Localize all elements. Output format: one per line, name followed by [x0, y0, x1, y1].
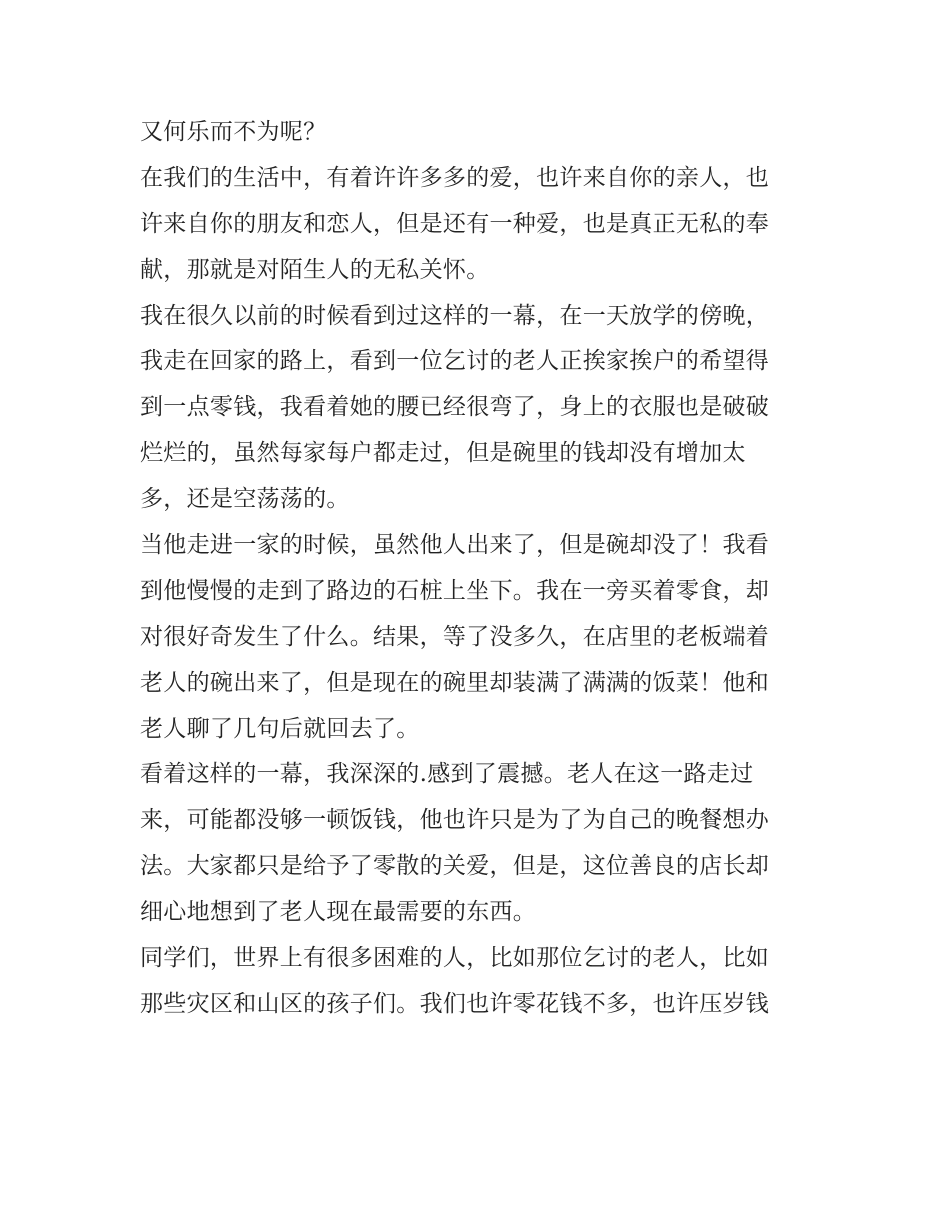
text-line: 又何乐而不为呢？ — [140, 119, 327, 145]
text-line: 当他走进一家的时候，虽然他人出来了，但是碗却没了！我看 — [140, 532, 770, 559]
text-line: 老人的碗出来了，但是现在的碗里却装满了满满的饭菜！他和 — [140, 669, 770, 696]
text-line: 我在很久以前的时候看到过这样的一幕，在一天放学的傍晚， — [140, 302, 770, 329]
text-line: 老人聊了几句后就回去了。 — [140, 715, 420, 742]
text-line: 细心地想到了老人现在最需要的东西。 — [140, 899, 537, 926]
text-line: 同学们，世界上有很多困难的人，比如那位乞讨的老人，比如 — [140, 945, 770, 972]
text-line: 我走在回家的路上，看到一位乞讨的老人正挨家挨户的希望得 — [140, 348, 770, 375]
text-line: 到一点零钱，我看着她的腰已经很弯了，身上的衣服也是破破 — [140, 394, 770, 421]
text-line: 到他慢慢的走到了路边的石桩上坐下。我在一旁买着零食，却 — [140, 577, 770, 604]
text-line: 看着这样的一幕，我深深的.感到了震撼。老人在这一路走过 — [140, 761, 754, 788]
text-line: 来，可能都没够一顿饭钱，他也许只是为了为自己的晚餐想办 — [140, 807, 770, 834]
text-line: 许来自你的朋友和恋人，但是还有一种爱，也是真正无私的奉 — [140, 210, 770, 237]
text-line: 那些灾区和山区的孩子们。我们也许零花钱不多，也许压岁钱 — [140, 990, 770, 1017]
text-line: 献，那就是对陌生人的无私关怀。 — [140, 256, 490, 283]
text-line: 多，还是空荡荡的。 — [140, 486, 350, 513]
text-line: 法。大家都只是给予了零散的关爱，但是，这位善良的店长却 — [140, 853, 770, 880]
text-line: 烂烂的，虽然每家每户都走过，但是碗里的钱却没有增加太 — [140, 440, 746, 467]
text-line: 在我们的生活中，有着许许多多的爱，也许来自你的亲人，也 — [140, 164, 770, 191]
document-body — [140, 110, 820, 1028]
text-line: 对很好奇发生了什么。结果，等了没多久，在店里的老板端着 — [140, 623, 770, 650]
